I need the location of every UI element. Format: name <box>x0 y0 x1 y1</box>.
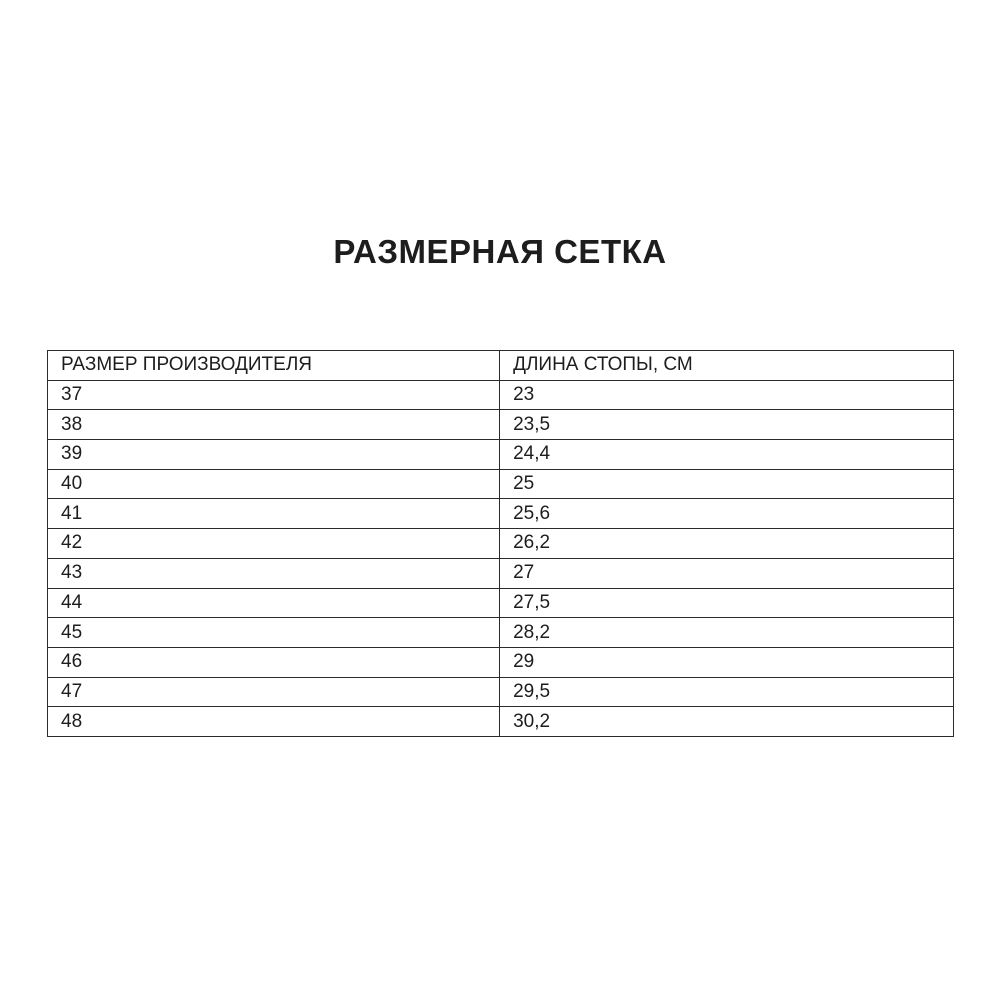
table-row <box>48 380 954 410</box>
foot-length-cell: 25,6 <box>500 499 954 529</box>
foot-length-cell: 28,2 <box>500 618 954 648</box>
foot-length-cell: 27 <box>500 558 954 588</box>
table-row <box>48 707 954 737</box>
table-row <box>48 588 954 618</box>
foot-length-cell: 30,2 <box>500 707 954 737</box>
size-cell: 41 <box>48 499 500 529</box>
size-cell: 44 <box>48 588 500 618</box>
table-row <box>48 647 954 677</box>
size-cell: 42 <box>48 529 500 559</box>
foot-length-cell: 26,2 <box>500 529 954 559</box>
size-cell: 37 <box>48 380 500 410</box>
table-row <box>48 469 954 499</box>
size-cell: 48 <box>48 707 500 737</box>
table-row <box>48 529 954 559</box>
size-cell: 39 <box>48 440 500 470</box>
foot-length-cell: 23,5 <box>500 410 954 440</box>
size-cell: 46 <box>48 647 500 677</box>
foot-length-cell: 29,5 <box>500 677 954 707</box>
foot-length-cell: 25 <box>500 469 954 499</box>
foot-length-cell: 29 <box>500 647 954 677</box>
table-row <box>48 558 954 588</box>
foot-length-cell: 24,4 <box>500 440 954 470</box>
size-cell: 47 <box>48 677 500 707</box>
table-row <box>48 410 954 440</box>
size-table <box>47 350 954 737</box>
column-header-manufacturer-size: РАЗМЕР ПРОИЗВОДИТЕЛЯ <box>48 351 500 381</box>
table-row <box>48 499 954 529</box>
page-title: РАЗМЕРНАЯ СЕТКА <box>333 233 667 270</box>
foot-length-cell: 23 <box>500 380 954 410</box>
table-row <box>48 677 954 707</box>
size-cell: 45 <box>48 618 500 648</box>
table-header-row <box>48 351 954 381</box>
size-cell: 40 <box>48 469 500 499</box>
table-row <box>48 440 954 470</box>
column-header-foot-length: ДЛИНА СТОПЫ, СМ <box>500 351 954 381</box>
size-cell: 38 <box>48 410 500 440</box>
table-row <box>48 618 954 648</box>
size-cell: 43 <box>48 558 500 588</box>
foot-length-cell: 27,5 <box>500 588 954 618</box>
